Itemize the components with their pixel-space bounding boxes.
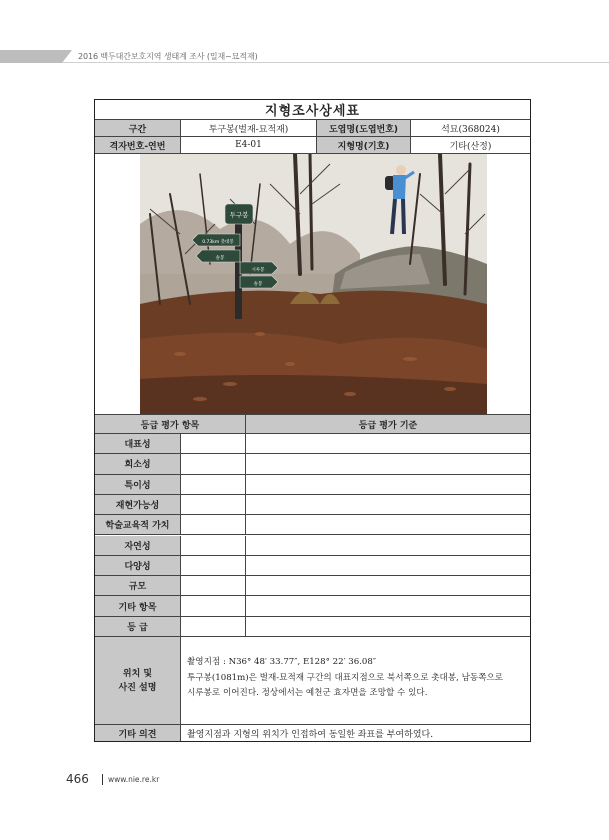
eval-criteria-value [246,515,530,534]
eval-criteria-value [246,454,530,473]
eval-item-label: 등 급 [95,617,181,636]
eval-row [95,515,530,535]
eval-criteria-value [246,617,530,636]
eval-item-label: 다양성 [95,556,181,575]
header-rule [62,62,609,63]
map-sheet-value: 석묘(368024) [441,124,500,135]
section-value: 투구봉(벌재-묘적재) [181,120,317,136]
eval-criteria-value [246,475,530,494]
eval-item-label: 재현가능성 [95,495,181,514]
eval-row [95,475,530,495]
eval-row [95,596,530,616]
eval-criteria-value [246,596,530,615]
location-label [95,637,181,724]
site-photo [140,154,487,414]
location-desc-line1: 투구봉(1081m)은 벌재-묘적재 구간의 대표지점으로 북서쪽으로 촛대봉, 남동쪽으로 [187,672,504,683]
sign-left1-text: 0.73km 촛대봉 [202,240,234,245]
eval-header-row [95,415,530,434]
sign-right1-text: 시루봉 [251,268,265,273]
other-row [95,725,530,741]
eval-item-value [181,515,246,534]
eval-criteria-value [246,434,530,453]
header-grey-tab [0,50,62,63]
sign-top-text: 투구봉 [229,211,249,219]
location-label-line1: 위치 및 [122,668,153,679]
map-sheet-label: 도엽명(도엽번호) [317,120,411,136]
eval-item-value [181,434,246,453]
section-label: 구간 [95,120,181,136]
eval-row [95,576,530,596]
terrain-survey-form [94,99,531,742]
location-text [187,655,503,702]
landform-label: 지형명(기호) [317,137,411,153]
eval-items-header: 등급 평가 항목 [95,415,246,433]
eval-item-value [181,596,246,615]
eval-item-value [181,475,246,494]
eval-item-label: 희소성 [95,454,181,473]
eval-item-label: 대표성 [95,434,181,453]
eval-item-value [181,454,246,473]
eval-item-value [181,495,246,514]
eval-item-value [181,617,246,636]
running-title: 2016 백두대간보호지역 생태계 조사 (밀재~묘적재) [78,52,258,61]
eval-criteria-value [246,556,530,575]
footer-separator [102,774,103,785]
eval-row [95,434,530,454]
sign-left2-text: 솔봉 [215,256,225,261]
landform-value: 기타(산정) [449,141,492,152]
eval-row [95,617,530,637]
eval-row [95,454,530,474]
footer-url: www.nie.re.kr [108,775,160,784]
info-row-1 [95,120,530,137]
form-title: 지형조사상세표 [265,104,360,119]
eval-item-label: 학술교육적 가치 [95,515,181,534]
location-coords: 촬영지점 : N36° 48′ 33.77″, E128° 22′ 36.08″ [187,657,377,667]
other-label: 기타 의견 [95,725,181,741]
eval-item-label: 특이성 [95,475,181,494]
grid-number-value: E4-01 [181,137,317,153]
eval-criteria-value [246,536,530,555]
eval-row [95,536,530,556]
eval-criteria-value [246,576,530,595]
location-label-line2: 사진 설명 [118,682,157,693]
eval-item-value [181,556,246,575]
eval-row [95,556,530,576]
eval-item-value [181,576,246,595]
other-value: 촬영지점과 지형의 위치가 인접하여 동일한 좌표를 부여하였다. [187,729,434,740]
form-title-row [95,100,530,120]
sign-right2-text: 솔봉 [253,282,263,287]
page-number: 466 [66,772,89,786]
eval-item-label: 규모 [95,576,181,595]
eval-criteria-value [246,495,530,514]
grid-number-label: 격자번호-연번 [95,137,181,153]
eval-criteria-header: 등급 평가 기준 [246,415,530,433]
location-desc-line2: 시루봉로 이어진다. 정상에서는 예천군 효자면을 조망할 수 있다. [187,688,428,698]
eval-item-label: 기타 항목 [95,596,181,615]
eval-row [95,495,530,515]
eval-item-label: 자연성 [95,536,181,555]
location-row [95,637,530,725]
eval-item-value [181,536,246,555]
info-row-2 [95,137,530,154]
